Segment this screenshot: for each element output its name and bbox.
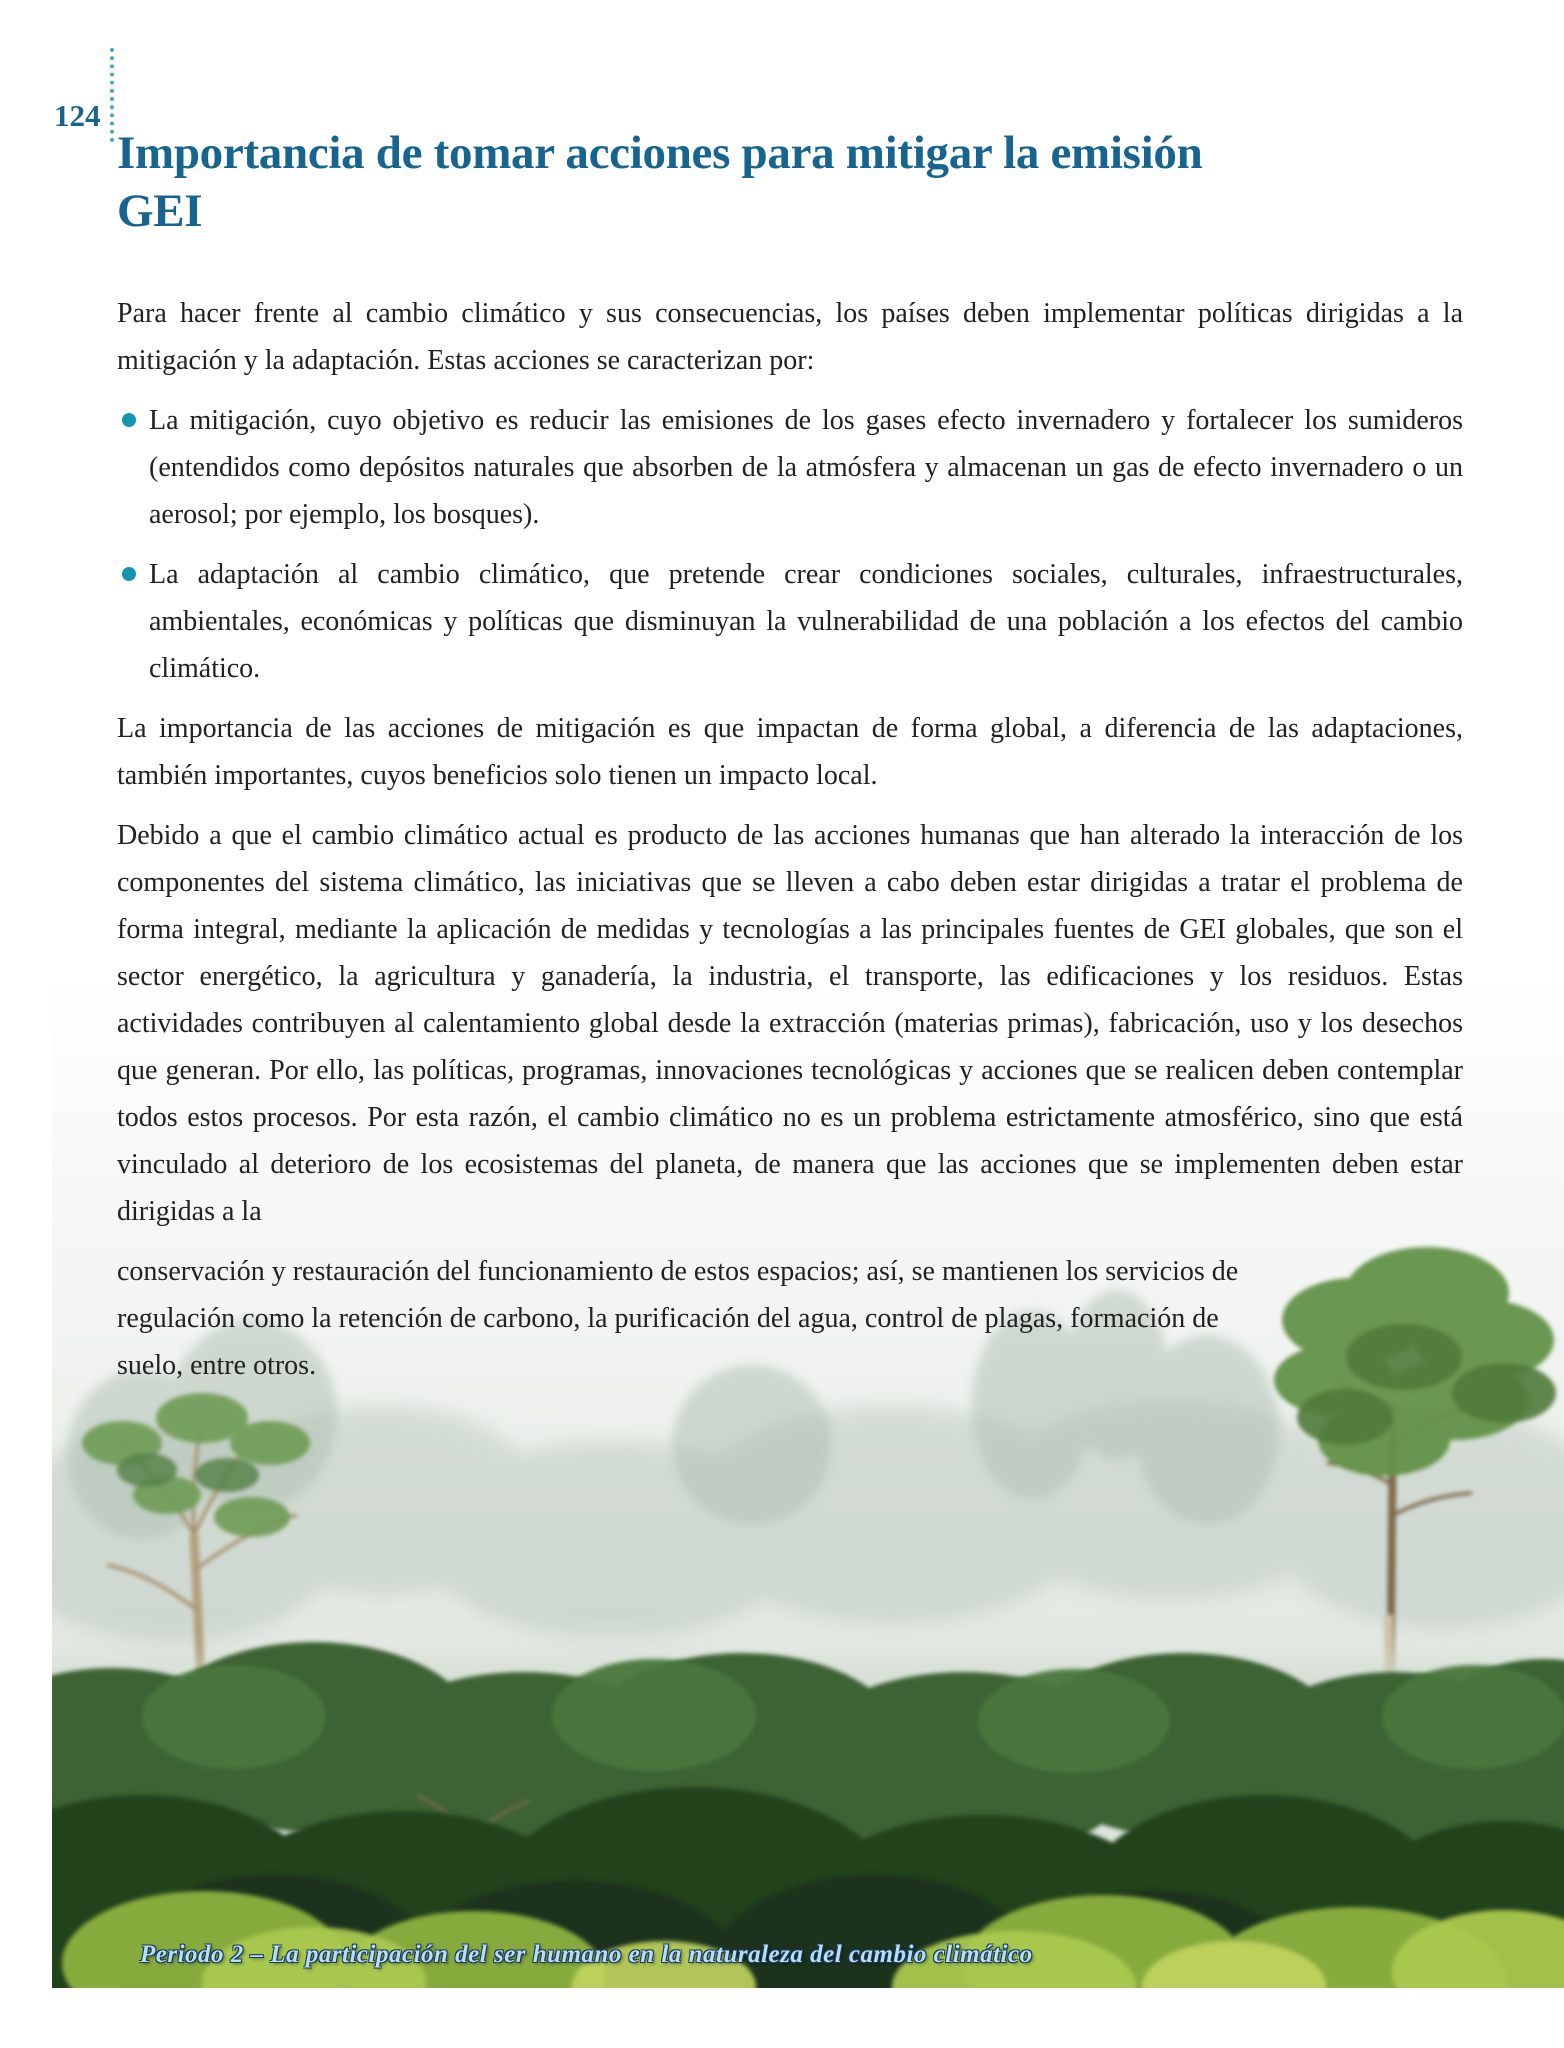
page-number: 124 — [54, 98, 101, 133]
bullet-dot — [122, 567, 136, 581]
debido-paragraph-tail: conservación y restauración del funcionamiento de estos espacios; así, se mantienen los servicios de regulación como la retención de carbono, la purificación del agua, control de plagas, formación de suelo, entre otros. — [117, 1256, 1239, 1381]
page-title: Importancia de tomar acciones para mitigar la emisión GEI — [117, 127, 1203, 237]
body-text — [117, 290, 1463, 1389]
list-item — [119, 551, 1463, 692]
bullet-list — [117, 397, 1463, 692]
bullet-text: La adaptación al cambio climático, que pretende crear condiciones sociales, culturales, infraestructurales, ambientales, económicas y políticas que disminuyan la vulnerabilidad de una población a los efectos del cambio climático. — [149, 559, 1463, 684]
intro-paragraph: Para hacer frente al cambio climático y sus consecuencias, los países deben implementar políticas dirigidas a la mitigación y la adaptación. Estas acciones se caracterizan por: — [117, 298, 1463, 376]
main-content — [117, 124, 1463, 1389]
debido-paragraph: Debido a que el cambio climático actual es producto de las acciones humanas que han alterado la interacción de los componentes del sistema climático, las iniciativas que se lleven a cabo deben estar dirigidas a tratar el problema de forma integral, mediante la aplicación de medidas y tecnologías a las principales fuentes de GEI globales, que son el sector energético, la agricultura y ganadería, la industria, el transporte, las edificaciones y los residuos. Estas actividades contribuyen al calentamiento global desde la extracción (materias primas), fabricación, uso y los desechos que generan. Por ello, las políticas, programas, innovaciones tecnológicas y acciones que se realicen deben contemplar todos estos procesos. Por esta razón, el cambio climático no es un problema estrictamente atmosférico, sino que está vinculado al deterioro de los ecosistemas del planeta, de manera que las acciones que se implementen deben estar dirigidas a la — [117, 820, 1463, 1227]
dotted-divider — [110, 48, 114, 142]
importance-paragraph: La importancia de las acciones de mitigación es que impactan de forma global, a diferencia de las adaptaciones, también importantes, cuyos beneficios solo tienen un impacto local. — [117, 713, 1463, 791]
list-item — [119, 397, 1463, 538]
bullet-text: La mitigación, cuyo objetivo es reducir las emisiones de los gases efecto invernadero y fortalecer los sumideros (entendidos como depósitos naturales que absorben de la atmósfera y almacenan un gas de efecto invernadero o un aerosol; por ejemplo, los bosques). — [149, 405, 1463, 530]
photo-caption: Periodo 2 – La participación del ser humano en la naturaleza del cambio climático — [140, 1941, 1033, 1968]
bullet-dot — [122, 413, 136, 427]
